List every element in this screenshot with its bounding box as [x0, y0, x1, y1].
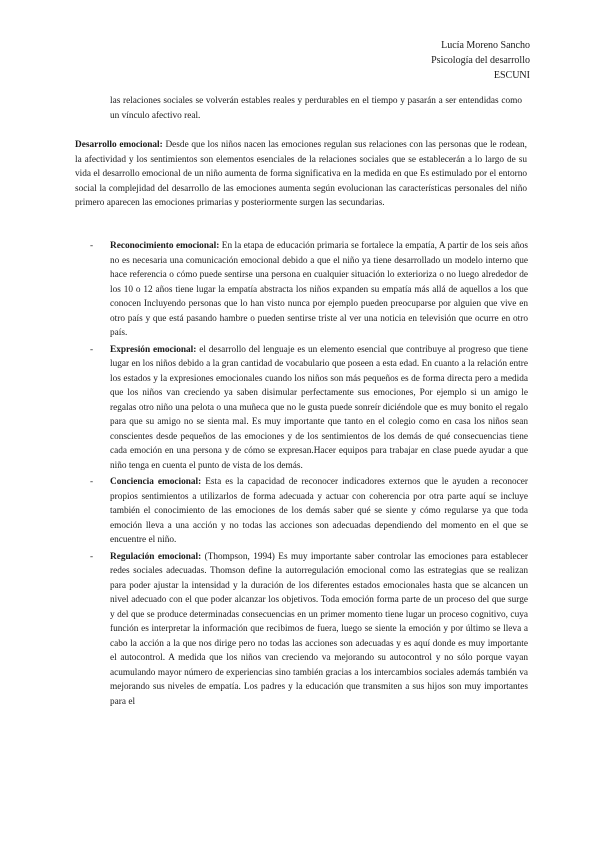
emotional-development-paragraph	[75, 138, 527, 211]
list-item	[90, 475, 528, 548]
list-item-title: Conciencia emocional:	[110, 477, 202, 487]
list-item	[90, 343, 528, 474]
section-title: Desarrollo emocional:	[75, 140, 163, 150]
list-item	[90, 239, 528, 341]
list-item-body: Esta es la capacidad de reconocer indicadores externos que le ayuden a reconocer propios sentimientos a utilizarlos de forma adecuada y actuar con coherencia por otra parte aquí se incluye también el conocimiento de las emociones de los demás saber qué se siente y cómo regularse ya que toda emoción lleva a una acción y no todas las acciones son adecuadas dependiendo del momento en el que se encuentre el niño.	[110, 477, 528, 545]
list-item-title: Regulación emocional:	[110, 551, 202, 562]
list-item	[90, 550, 528, 710]
list-bullet: -	[90, 477, 94, 487]
header-institution: ESCUNI	[493, 70, 530, 81]
section-body: Desde que los niños nacen las emociones regulan sus relaciones con las personas que le rodean, la afectividad y los sentimientos son elementos esenciales de la relaciones sociales que se establecerán a lo largo de su vida el desarrollo emocional de un niño aumenta de forma significativa en la medida en que Es estimulado por el entorno social la complejidad del desarrollo de las emociones aumenta según evolucionan las características personales del niño primero aparecen las emociones primarias y posteriormente surgen las secundarias.	[75, 140, 528, 208]
list-item-title: Reconocimiento emocional:	[110, 241, 220, 251]
page-header	[431, 38, 530, 83]
emotional-skills-list	[90, 239, 528, 709]
header-subject: Psicología del desarrollo	[431, 55, 530, 66]
list-item-body: (Thompson, 1994) Es muy importante saber controlar las emociones para establecer redes sociales adecuadas. Thomson define la autorregulación emocional como las estrategias que se realizan para poder ajustar la intensidad y la duración de los diferentes estados emocionales hasta que se alcancen un nivel adecuado con el que poder alcanzar los objetivos. Toda emoción forma parte de un proceso del que surge y del que se produce determinadas consecuencias en un primer momento tiene lugar un proceso cognitivo, cuya función es interpretar la información que recibimos de fuera, luego se siente la emoción y por último se lleva a cabo la acción a la que nos dirige pero no todas las acciones son adecuadas y es aquí donde es muy importante el autocontrol. A medida que los niños van creciendo va mejorando su autocontrol y no sólo porque vayan acumulando mayor número de experiencias sino también gracias a los intercambios sociales además también va mejorando sus niveles de empatía. Los padres y la educación que transmiten a sus hijos son muy importantes para el	[110, 551, 528, 707]
list-item-body: el desarrollo del lenguaje es un elemento esencial que contribuye al progreso que tiene lugar en los niños debido a la gran cantidad de vocabulario que poseen a esta edad. En cuanto a la relación entre los estados y la expresiones emocionales cuando los niños son más pequeños es de forma directa pero a medida que los niños van creciendo ya saben disimular perfectamente sus emociones, Por ejemplo si un amigo le regalas otro niño una pelota o una muñeca que no le gusta puede sonreír diciéndole que es muy bonito el regalo para que su amigo no se sienta mal. Es muy importante que tanto en el colegio como en casa los niños sean conscientes desde pequeños de las emociones y de los sentimientos de los demás de qué consecuencias tiene cada emoción en una persona y de cómo se expresan.Hacer equipos para trabajar en clase puede ayudar a que niño tenga en cuenta el punto de vista de los demás.	[110, 344, 529, 471]
list-bullet: -	[90, 344, 94, 355]
header-author: Lucía Moreno Sancho	[441, 40, 530, 51]
intro-continuation-paragraph: las relaciones sociales se volverán estables reales y perdurables en el tiempo y pasarán a ser entendidas como un vínculo afectivo real.	[110, 96, 522, 121]
list-item-title: Expresión emocional:	[110, 344, 197, 355]
list-item-body: En la etapa de educación primaria se fortalece la empatía, A partir de los seis años no es necesaria una comunicación emocional debido a que el niño ya tiene desarrollado un modelo interno que hace referencia o cómo puede sentirse una persona en cualquier situación lo exterioriza o no luego alrededor de los 10 o 12 años tiene lugar la empatía abstracta los niños expanden su empatía más allá de aquellos a los que conocen Incluyendo personas que lo han visto nunca por ejemplo pueden preocuparse por alguien que vive en otro país y que está pasando hambre o pueden sentirse triste al ver una noticia en televisión que ocurre en otro país.	[110, 241, 528, 338]
list-bullet: -	[90, 241, 94, 251]
list-bullet: -	[90, 551, 94, 562]
